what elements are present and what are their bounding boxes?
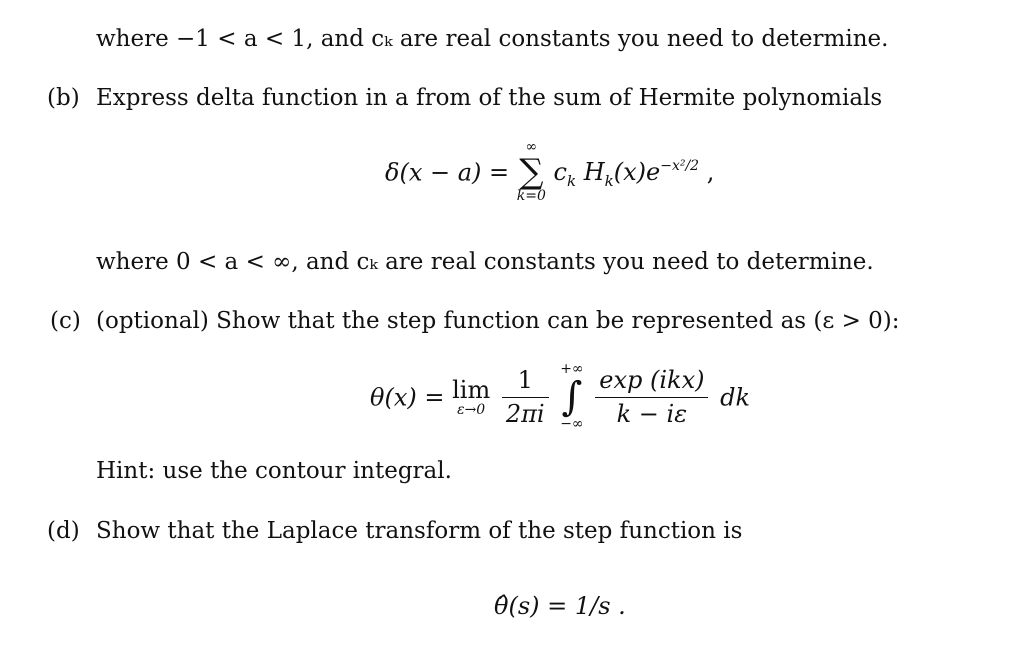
theta-lhs: θ(x) = [370, 383, 445, 412]
sum-term [553, 158, 715, 191]
differential-dk: dk [720, 383, 751, 412]
part-d-label: (d) [47, 518, 80, 544]
term-comma: , [706, 158, 715, 187]
fraction-one [502, 366, 549, 429]
part-b-text: Express delta function in a from of the sum of Hermite polynomials [96, 85, 883, 111]
integral-upper: +∞ [560, 361, 584, 377]
fraction-two-den: k − iε [616, 399, 688, 428]
fraction-one-num: 1 [502, 366, 549, 398]
fraction-two [595, 366, 708, 429]
term-h: H [583, 158, 605, 187]
term-arg: (x)e [613, 158, 661, 187]
fraction-one-den: 2πi [505, 399, 545, 428]
delta-equation [385, 140, 714, 205]
step-equation [370, 362, 750, 433]
term-c-sub: k [566, 172, 577, 191]
integral-lower: −∞ [560, 416, 584, 433]
term-exponent: −x²/2 [660, 158, 700, 175]
integral-symbol: ∫ [561, 374, 583, 421]
limit-operator [452, 377, 490, 419]
lim-under: ε→0 [457, 401, 486, 418]
sum-upper: ∞ [525, 139, 538, 155]
sum-symbol: ∑ [519, 152, 544, 193]
delta-lhs: δ(x − a) = [385, 158, 510, 187]
laplace-equation: θ̂(s) = 1/s . [494, 592, 626, 620]
sum-lower: k=0 [516, 188, 546, 205]
integral-operator [560, 362, 583, 433]
lim-word: lim [452, 375, 491, 404]
part-b-where: where 0 < a < ∞, and cₖ are real constants you need to determine. [96, 249, 874, 275]
sum-operator [517, 140, 546, 205]
fraction-two-num: exp (ikx) [595, 366, 708, 398]
term-h-sub: k [604, 172, 614, 191]
intro-line: where −1 < a < 1, and cₖ are real constants you need to determine. [96, 26, 889, 52]
term-c: c [553, 158, 567, 187]
hint-line: Hint: use the contour integral. [96, 458, 452, 484]
part-c-text: (optional) Show that the step function can be represented as (ε > 0): [96, 308, 900, 334]
part-c-label: (c) [50, 308, 81, 334]
part-b-label: (b) [47, 85, 80, 111]
part-d-text: Show that the Laplace transform of the step function is [96, 518, 743, 544]
